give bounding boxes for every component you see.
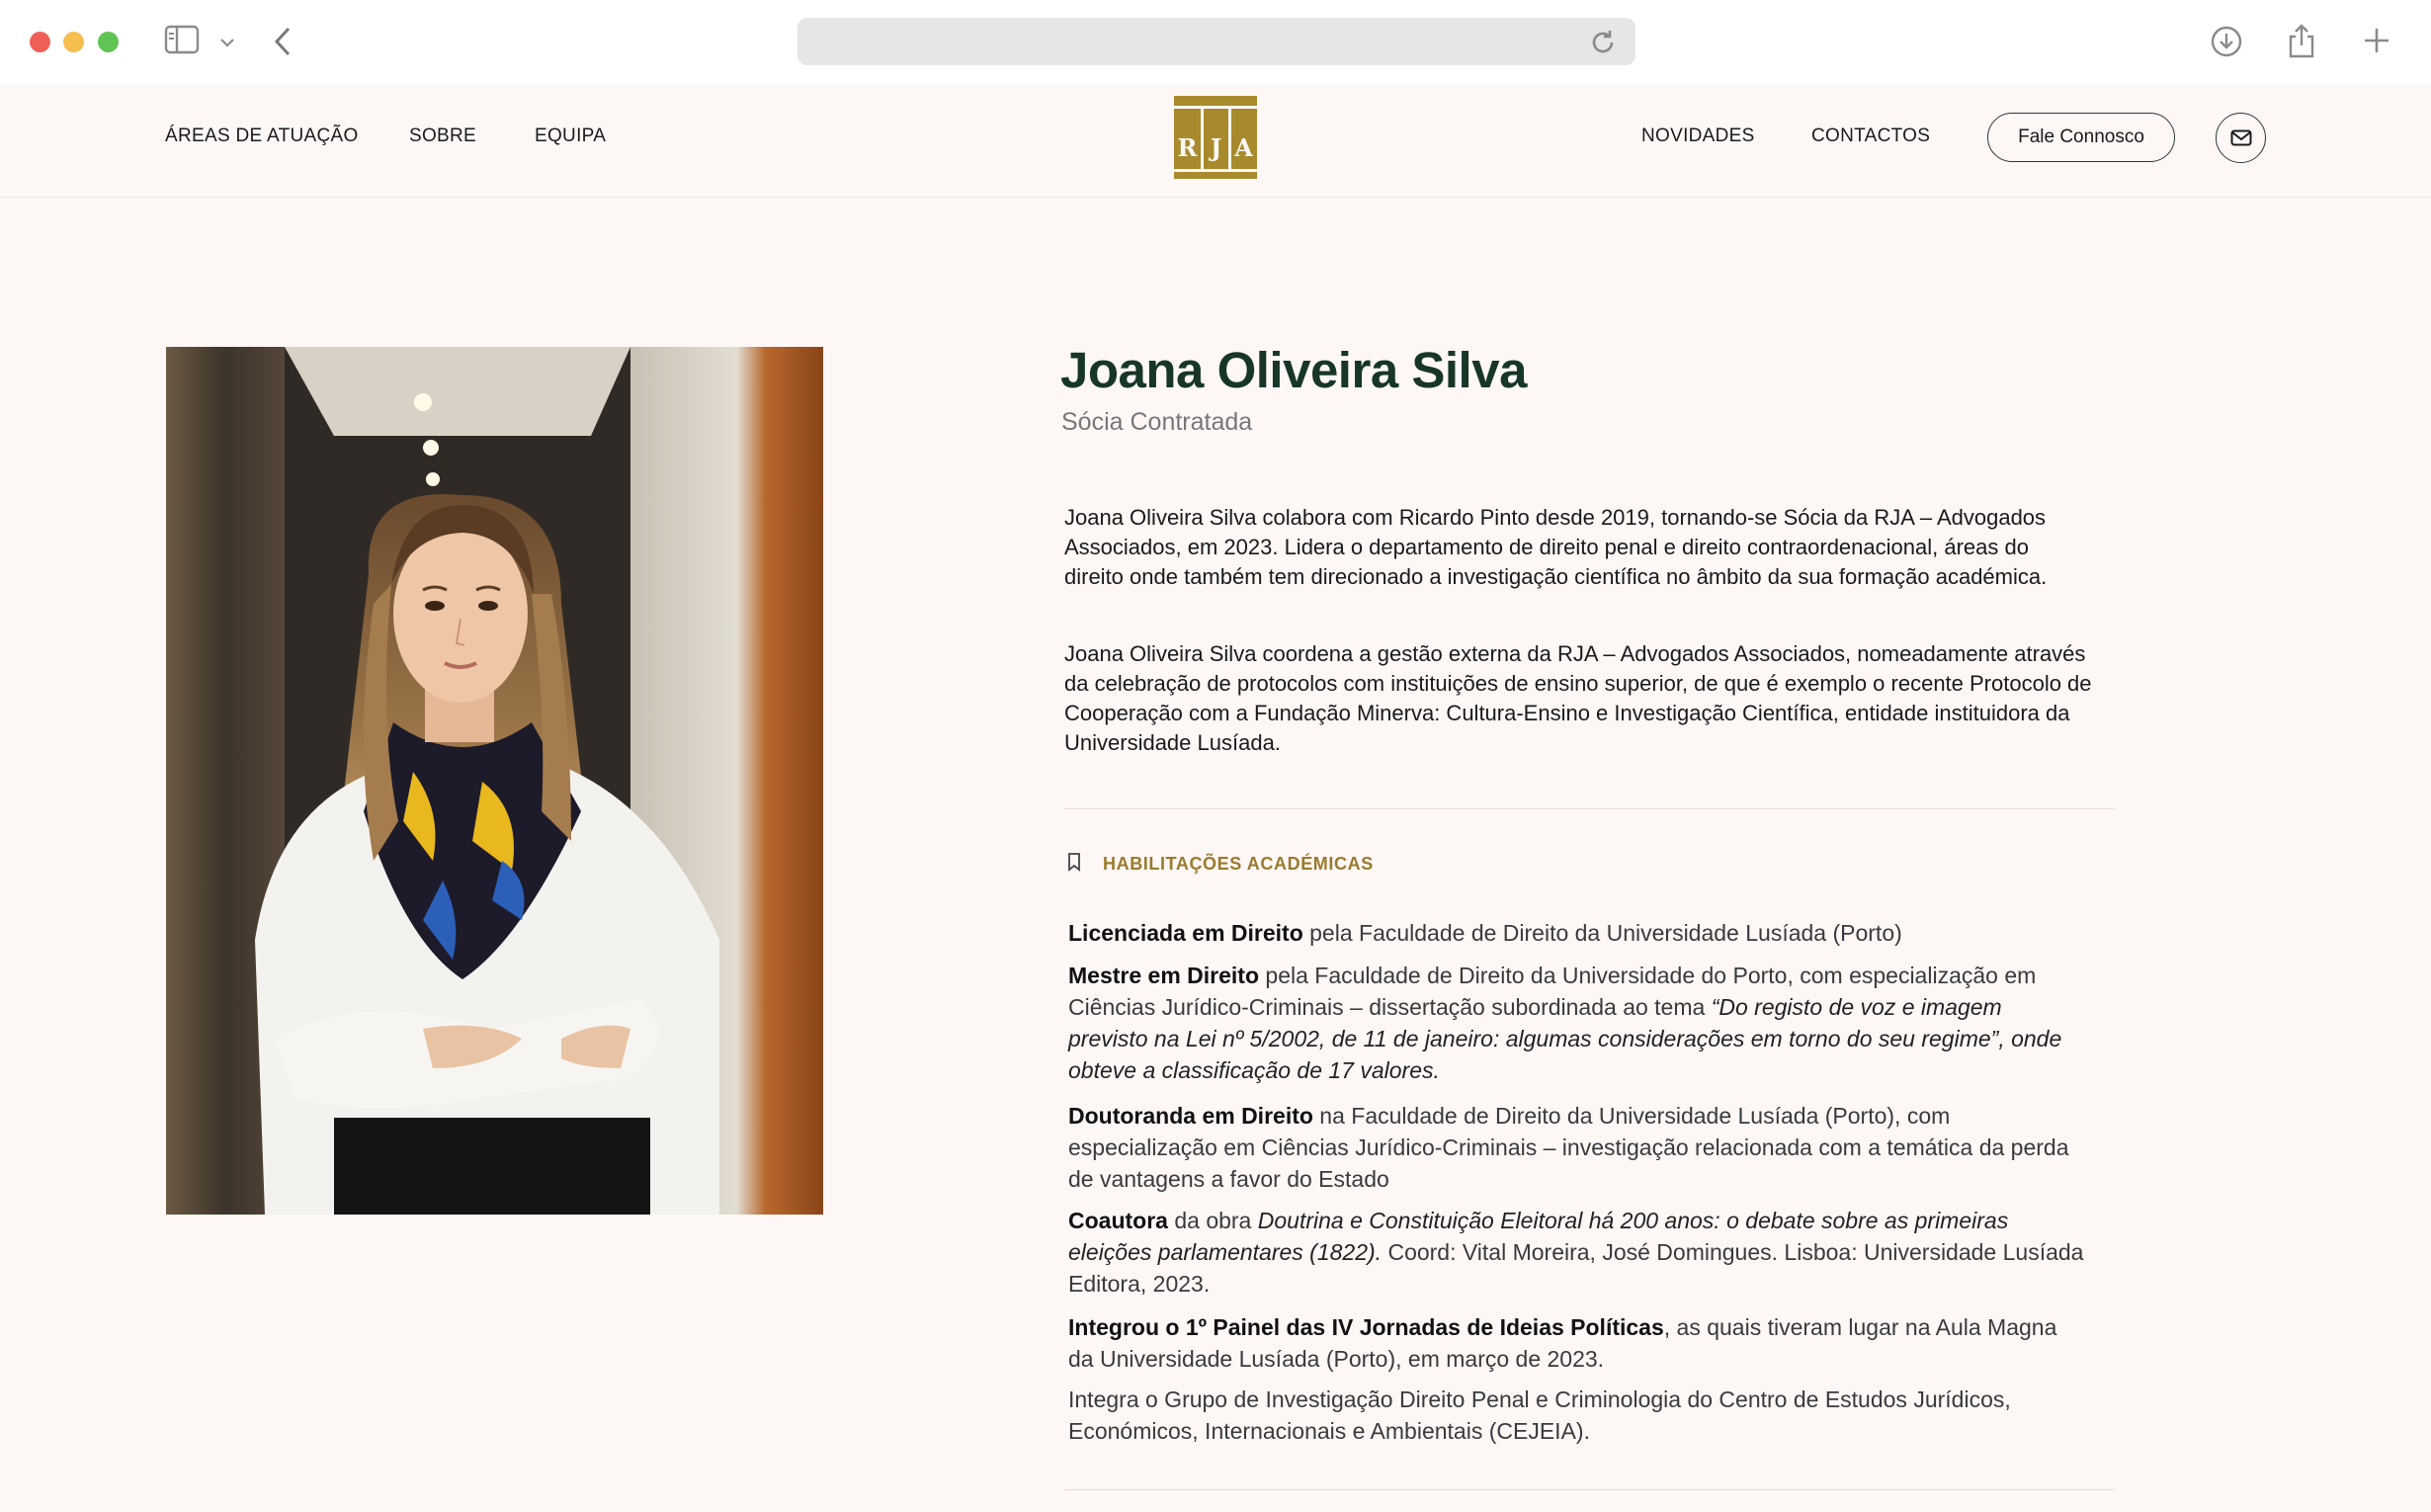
nav-contactos[interactable]: CONTACTOS [1811, 126, 1931, 146]
nav-areas-de-atuacao[interactable]: ÁREAS DE ATUAÇÃO [165, 126, 359, 146]
qualification-italic: Doutrina e Constituição Eleitoral há 200 anos: o debate sobre as primeiras eleições parlamentares (1822). [1068, 1208, 2009, 1265]
qualification-bold: Mestre em Direito [1068, 963, 1260, 988]
maximize-window-button[interactable] [98, 32, 119, 52]
qualifications-heading [1067, 852, 1374, 876]
profile-photo [166, 347, 823, 1215]
logo-letter-r: R [1177, 133, 1198, 162]
qualification-text: Integra o Grupo de Investigação Direito Penal e Criminologia do Centro de Estudos Jurídicos, Económicos, Internacionais e Ambientais (CEJEIA). [1068, 1386, 2011, 1444]
fale-connosco-button[interactable]: Fale Connosco [1987, 113, 2175, 162]
bookmark-icon [1067, 852, 1081, 876]
section-divider [1064, 1489, 2115, 1490]
share-icon[interactable] [2287, 22, 2316, 63]
qualification-item [1068, 1311, 2086, 1375]
qualification-item [1068, 1205, 2086, 1300]
qualification-italic: “Do registo de voz e imagem previsto na Lei nº 5/2002, de 11 de janeiro: algumas considerações em torno do seu regime”, onde obteve a classificação de 17 valores. [1068, 994, 2062, 1083]
qualification-text: , as quais tiveram lugar na Aula Magna da Universidade Lusíada (Porto), em março de 2023. [1068, 1314, 2057, 1372]
qualification-text: pela Faculdade de Direito da Universidade Lusíada (Porto) [1302, 920, 1902, 946]
mail-icon[interactable] [2216, 113, 2266, 163]
bio-paragraph: Joana Oliveira Silva colabora com Ricardo Pinto desde 2019, tornando-se Sócia da RJA – Advogados Associados, em 2023. Lidera o departamento de direito penal e direito contraordenacional, áreas do direito onde também tem direcionado a investigação científica no âmbito da sua formação académica. [1064, 505, 2048, 589]
qualification-item [1068, 917, 2086, 949]
site-header [0, 83, 2431, 198]
qualification-bold: Doutoranda em Direito [1068, 1103, 1313, 1129]
qualification-bold: Coautora [1068, 1208, 1168, 1233]
qualification-bold: Licenciada em Direito [1068, 920, 1303, 946]
address-bar[interactable] [797, 18, 1635, 65]
browser-toolbar [0, 0, 2431, 83]
nav-equipa[interactable]: EQUIPA [535, 126, 607, 146]
new-tab-icon[interactable] [2362, 26, 2391, 59]
minimize-window-button[interactable] [63, 32, 84, 52]
qualification-item [1068, 1100, 2086, 1195]
qualifications-title: HABILITAÇÕES ACADÉMICAS [1103, 853, 1374, 874]
qualification-text: na Faculdade de Direito da Universidade Lusíada (Porto), com especialização em Ciências Jurídico-Criminais – investigação relacionada com a temática da perda de vantagens a favor do Estado [1068, 1103, 2069, 1192]
qualification-text: Coord: Vital Moreira, José Domingues. Lisboa: Universidade Lusíada Editora, 2023. [1068, 1239, 2084, 1297]
rja-logo[interactable] [1174, 96, 1257, 179]
chevron-down-icon[interactable] [219, 34, 235, 52]
qualification-bold: Integrou o 1º Painel das IV Jornadas de Ideias Políticas [1068, 1314, 1664, 1340]
bio-paragraph: Joana Oliveira Silva coordena a gestão externa da RJA – Advogados Associados, nomeadamente através da celebração de protocolos com instituições de ensino superior, de que é exemplo o recente Protocolo de Cooperação com a Fundação Minerva: Cultura-Ensino e Investigação Científica, entidade instituidora da Universidade Lusíada. [1064, 641, 2092, 755]
sidebar-icon[interactable] [164, 24, 200, 59]
download-icon[interactable] [2210, 25, 2243, 62]
profile-role: Sócia Contratada [1061, 408, 1253, 436]
section-divider [1064, 808, 2115, 809]
back-icon[interactable] [272, 26, 293, 61]
logo-letter-j: J [1210, 133, 1222, 162]
nav-sobre[interactable]: SOBRE [409, 126, 477, 146]
nav-novidades[interactable]: NOVIDADES [1641, 126, 1755, 146]
profile-name: Joana Oliveira Silva [1060, 342, 1527, 398]
close-window-button[interactable] [30, 32, 50, 52]
qualification-text: da obra [1167, 1208, 1258, 1233]
qualification-text: pela Faculdade de Direito da Universidade do Porto, com especialização em Ciências Jurídico-Criminais – dissertação subordinada ao tema [1068, 963, 2037, 1020]
qualification-item [1068, 960, 2086, 1086]
reload-icon[interactable] [1588, 28, 1618, 61]
logo-letter-a: A [1234, 133, 1253, 162]
qualification-item [1068, 1384, 2086, 1447]
